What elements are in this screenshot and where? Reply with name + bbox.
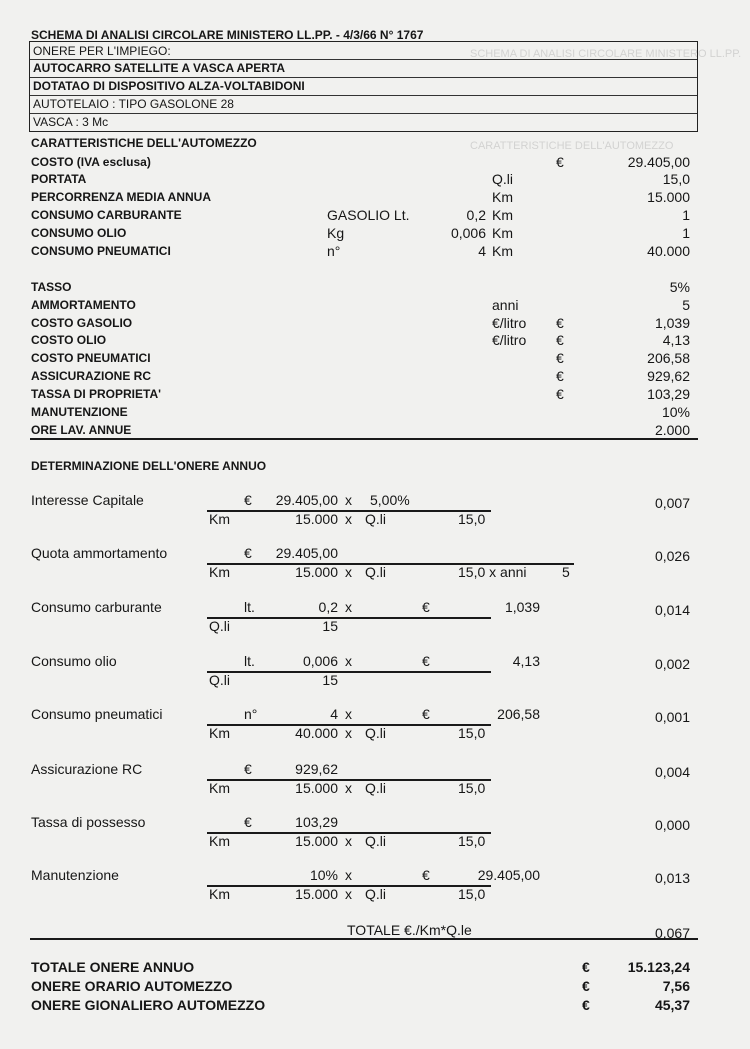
det-denominator-term: 5: [562, 564, 570, 580]
rates-bottom-rule: [30, 438, 698, 440]
det-item-label: Interesse Capitale: [31, 492, 144, 508]
rate-row-label: MANUTENZIONE: [31, 405, 128, 419]
det-numerator-term: €: [244, 761, 252, 777]
rate-row-value: 10%: [661, 404, 690, 420]
rate-row-label: COSTO GASOLIO: [31, 316, 133, 330]
bleed-through-text: CARATTERISTICHE DELL'AUTOMEZZO: [470, 140, 674, 152]
header-box: [29, 41, 698, 132]
det-denominator-term: Km: [209, 886, 230, 902]
rate-row-unit: €/litro: [492, 315, 527, 331]
section-title-characteristics: CARATTERISTICHE DELL'AUTOMEZZO: [31, 136, 257, 150]
det-denominator-term: 15,0 x anni: [458, 564, 527, 580]
det-denominator-term: Q.li: [209, 672, 230, 688]
det-denominator-term: 15,0: [458, 511, 486, 527]
det-denominator-term: x: [345, 564, 352, 580]
det-numerator-term: x: [345, 706, 352, 722]
det-denominator-term: 15,0: [458, 886, 486, 902]
header-line: AUTOCARRO SATELLITE A VASCA APERTA: [33, 61, 285, 75]
rate-row-label: ORE LAV. ANNUE: [31, 423, 132, 437]
char-row-mid-unit: Km: [492, 207, 513, 223]
det-denominator-term: Q.li: [365, 511, 386, 527]
det-numerator-term: €: [422, 706, 430, 722]
char-row-value: 40.000: [647, 243, 690, 259]
det-denominator-term: 15,0: [458, 725, 486, 741]
det-denominator-term: 40.000: [295, 725, 338, 741]
det-denominator-term: Km: [209, 833, 230, 849]
fraction-bar: [207, 671, 491, 673]
det-denominator-term: x: [345, 833, 352, 849]
rate-row-currency: €: [556, 350, 564, 366]
section-title-determination: DETERMINAZIONE DELL'ONERE ANNUO: [31, 459, 267, 473]
det-numerator-term: €: [244, 545, 252, 561]
det-item-label: Consumo olio: [31, 653, 117, 669]
det-item-result: 0,000: [654, 817, 690, 833]
det-numerator-term: 1,039: [504, 599, 540, 615]
rate-row-value: 206,58: [647, 350, 690, 366]
rate-row-currency: €: [556, 332, 564, 348]
rate-row-label: TASSA DI PROPRIETA': [31, 387, 161, 401]
char-row-value: 15,0: [662, 171, 690, 187]
bleed-through-text: SCHEMA DI ANALISI CIRCOLARE MINISTERO LL.PP.: [470, 48, 742, 60]
total-row-currency: €: [582, 978, 590, 994]
det-numerator-term: 929,62: [295, 761, 338, 777]
char-row-label: PORTATA: [31, 172, 87, 186]
rate-row-currency: €: [556, 315, 564, 331]
char-row-label: PERCORRENZA MEDIA ANNUA: [31, 190, 211, 204]
det-denominator-term: Q.li: [365, 564, 386, 580]
header-line: VASCA : 3 Mc: [33, 115, 109, 129]
det-denominator-term: 15.000: [295, 886, 338, 902]
det-item-result: 0,013: [654, 870, 690, 886]
det-numerator-term: 4: [330, 706, 338, 722]
char-row-mid-unit: Km: [492, 225, 513, 241]
det-numerator-term: 4,13: [512, 653, 540, 669]
char-row-label: CONSUMO PNEUMATICI: [31, 244, 171, 258]
rate-row-value: 5: [682, 297, 690, 313]
det-numerator-term: x: [345, 653, 352, 669]
det-denominator-term: 15: [322, 672, 338, 688]
det-item-label: Consumo carburante: [31, 599, 162, 615]
det-numerator-term: x: [345, 867, 352, 883]
det-numerator-term: x: [345, 599, 352, 615]
det-numerator-term: €: [244, 492, 252, 508]
det-numerator-term: 29.405,00: [275, 545, 338, 561]
det-item-label: Consumo pneumatici: [31, 706, 163, 722]
char-row-value: 29.405,00: [627, 154, 690, 170]
char-row-mid-value: 0,006: [450, 225, 486, 241]
det-numerator-term: 0,2: [318, 599, 338, 615]
rate-row-currency: €: [556, 386, 564, 402]
char-row-value: 1: [682, 225, 690, 241]
rate-row-label: TASSO: [31, 280, 72, 294]
rate-row-value: 4,13: [662, 332, 690, 348]
char-row-mid-value: 0,2: [466, 207, 486, 223]
det-denominator-term: 15,0: [458, 780, 486, 796]
det-numerator-term: 103,29: [295, 814, 338, 830]
total-row-label: ONERE ORARIO AUTOMEZZO: [31, 978, 233, 994]
total-per-km-value: 0,067: [654, 925, 690, 941]
char-row-mid: n°: [327, 243, 341, 259]
total-row-value: 7,56: [662, 978, 690, 994]
det-item-result: 0,001: [654, 709, 690, 725]
header-line: DOTATAO DI DISPOSITIVO ALZA-VOLTABIDONI: [33, 79, 305, 93]
total-row-value: 45,37: [654, 997, 690, 1013]
char-row-value: 15.000: [647, 189, 690, 205]
det-numerator-term: 206,58: [497, 706, 540, 722]
rate-row-value: 929,62: [647, 368, 690, 384]
char-row-unit: Km: [492, 189, 513, 205]
det-denominator-term: 15: [322, 618, 338, 634]
det-item-label: Assicurazione RC: [31, 761, 143, 777]
char-row-mid-unit: Km: [492, 243, 513, 259]
char-row-mid: GASOLIO Lt.: [327, 207, 410, 223]
det-item-label: Quota ammortamento: [31, 545, 168, 561]
det-denominator-term: 15.000: [295, 564, 338, 580]
det-numerator-term: €: [422, 867, 430, 883]
det-item-result: 0,014: [654, 602, 690, 618]
char-row-mid: Kg: [327, 225, 345, 241]
rate-row-unit: €/litro: [492, 332, 527, 348]
char-row-unit: Q.li: [492, 171, 513, 187]
total-row-currency: €: [582, 959, 590, 975]
det-item-result: 0,002: [654, 656, 690, 672]
det-numerator-term: n°: [244, 706, 258, 722]
rate-row-label: ASSICURAZIONE RC: [31, 369, 152, 383]
rate-row-label: AMMORTAMENTO: [31, 298, 136, 312]
det-item-result: 0,004: [654, 764, 690, 780]
rate-row-value: 5%: [669, 279, 690, 295]
det-denominator-term: Km: [209, 511, 230, 527]
det-numerator-term: 5,00%: [370, 492, 410, 508]
rate-row-label: COSTO PNEUMATICI: [31, 351, 151, 365]
document-title: SCHEMA DI ANALISI CIRCOLARE MINISTERO LL.PP. - 4/3/66 N° 1767: [31, 28, 424, 42]
det-numerator-term: 0,006: [302, 653, 338, 669]
det-denominator-term: Q.li: [209, 618, 230, 634]
det-denominator-term: x: [345, 886, 352, 902]
det-numerator-term: 29.405,00: [477, 867, 540, 883]
rate-row-label: COSTO OLIO: [31, 333, 107, 347]
det-denominator-term: 15.000: [295, 833, 338, 849]
det-item-result: 0,026: [654, 548, 690, 564]
char-row-value: 1: [682, 207, 690, 223]
char-row-label: COSTO (IVA esclusa): [31, 155, 151, 169]
det-denominator-term: x: [345, 511, 352, 527]
det-numerator-term: lt.: [244, 653, 255, 669]
header-line: AUTOTELAIO : TIPO GASOLONE 28: [33, 97, 234, 111]
det-item-result: 0,007: [654, 495, 690, 511]
det-denominator-term: Q.li: [365, 886, 386, 902]
char-row-unit: €: [556, 154, 564, 170]
total-row-label: TOTALE ONERE ANNUO: [31, 959, 195, 975]
det-item-label: Manutenzione: [31, 867, 119, 883]
rate-row-currency: €: [556, 368, 564, 384]
det-denominator-term: Km: [209, 564, 230, 580]
det-numerator-term: 29.405,00: [275, 492, 338, 508]
det-denominator-term: Km: [209, 780, 230, 796]
det-numerator-term: lt.: [244, 599, 255, 615]
fraction-bar: [207, 617, 491, 619]
header-line: ONERE PER L'IMPIEGO:: [33, 44, 171, 58]
total-per-km-label: TOTALE €./Km*Q.le: [347, 922, 472, 938]
total-row-value: 15.123,24: [627, 959, 690, 975]
rate-row-value: 103,29: [647, 386, 690, 402]
det-denominator-term: Q.li: [365, 725, 386, 741]
total-row-currency: €: [582, 997, 590, 1013]
rate-row-value: 2.000: [654, 422, 690, 438]
det-denominator-term: x: [345, 780, 352, 796]
det-denominator-term: Q.li: [365, 780, 386, 796]
total-row-label: ONERE GIONALIERO AUTOMEZZO: [31, 997, 266, 1013]
det-denominator-term: 15,0: [458, 833, 486, 849]
det-numerator-term: €: [422, 599, 430, 615]
rate-row-value: 1,039: [654, 315, 690, 331]
det-item-label: Tassa di possesso: [31, 814, 146, 830]
det-denominator-term: 15.000: [295, 780, 338, 796]
det-denominator-term: Km: [209, 725, 230, 741]
det-denominator-term: 15.000: [295, 511, 338, 527]
rate-row-unit: anni: [492, 297, 519, 313]
det-numerator-term: x: [345, 492, 352, 508]
char-row-mid-value: 4: [478, 243, 486, 259]
det-numerator-term: €: [422, 653, 430, 669]
det-numerator-term: €: [244, 814, 252, 830]
char-row-label: CONSUMO CARBURANTE: [31, 208, 182, 222]
det-numerator-term: 10%: [309, 867, 338, 883]
char-row-label: CONSUMO OLIO: [31, 226, 127, 240]
det-denominator-term: Q.li: [365, 833, 386, 849]
det-denominator-term: x: [345, 725, 352, 741]
